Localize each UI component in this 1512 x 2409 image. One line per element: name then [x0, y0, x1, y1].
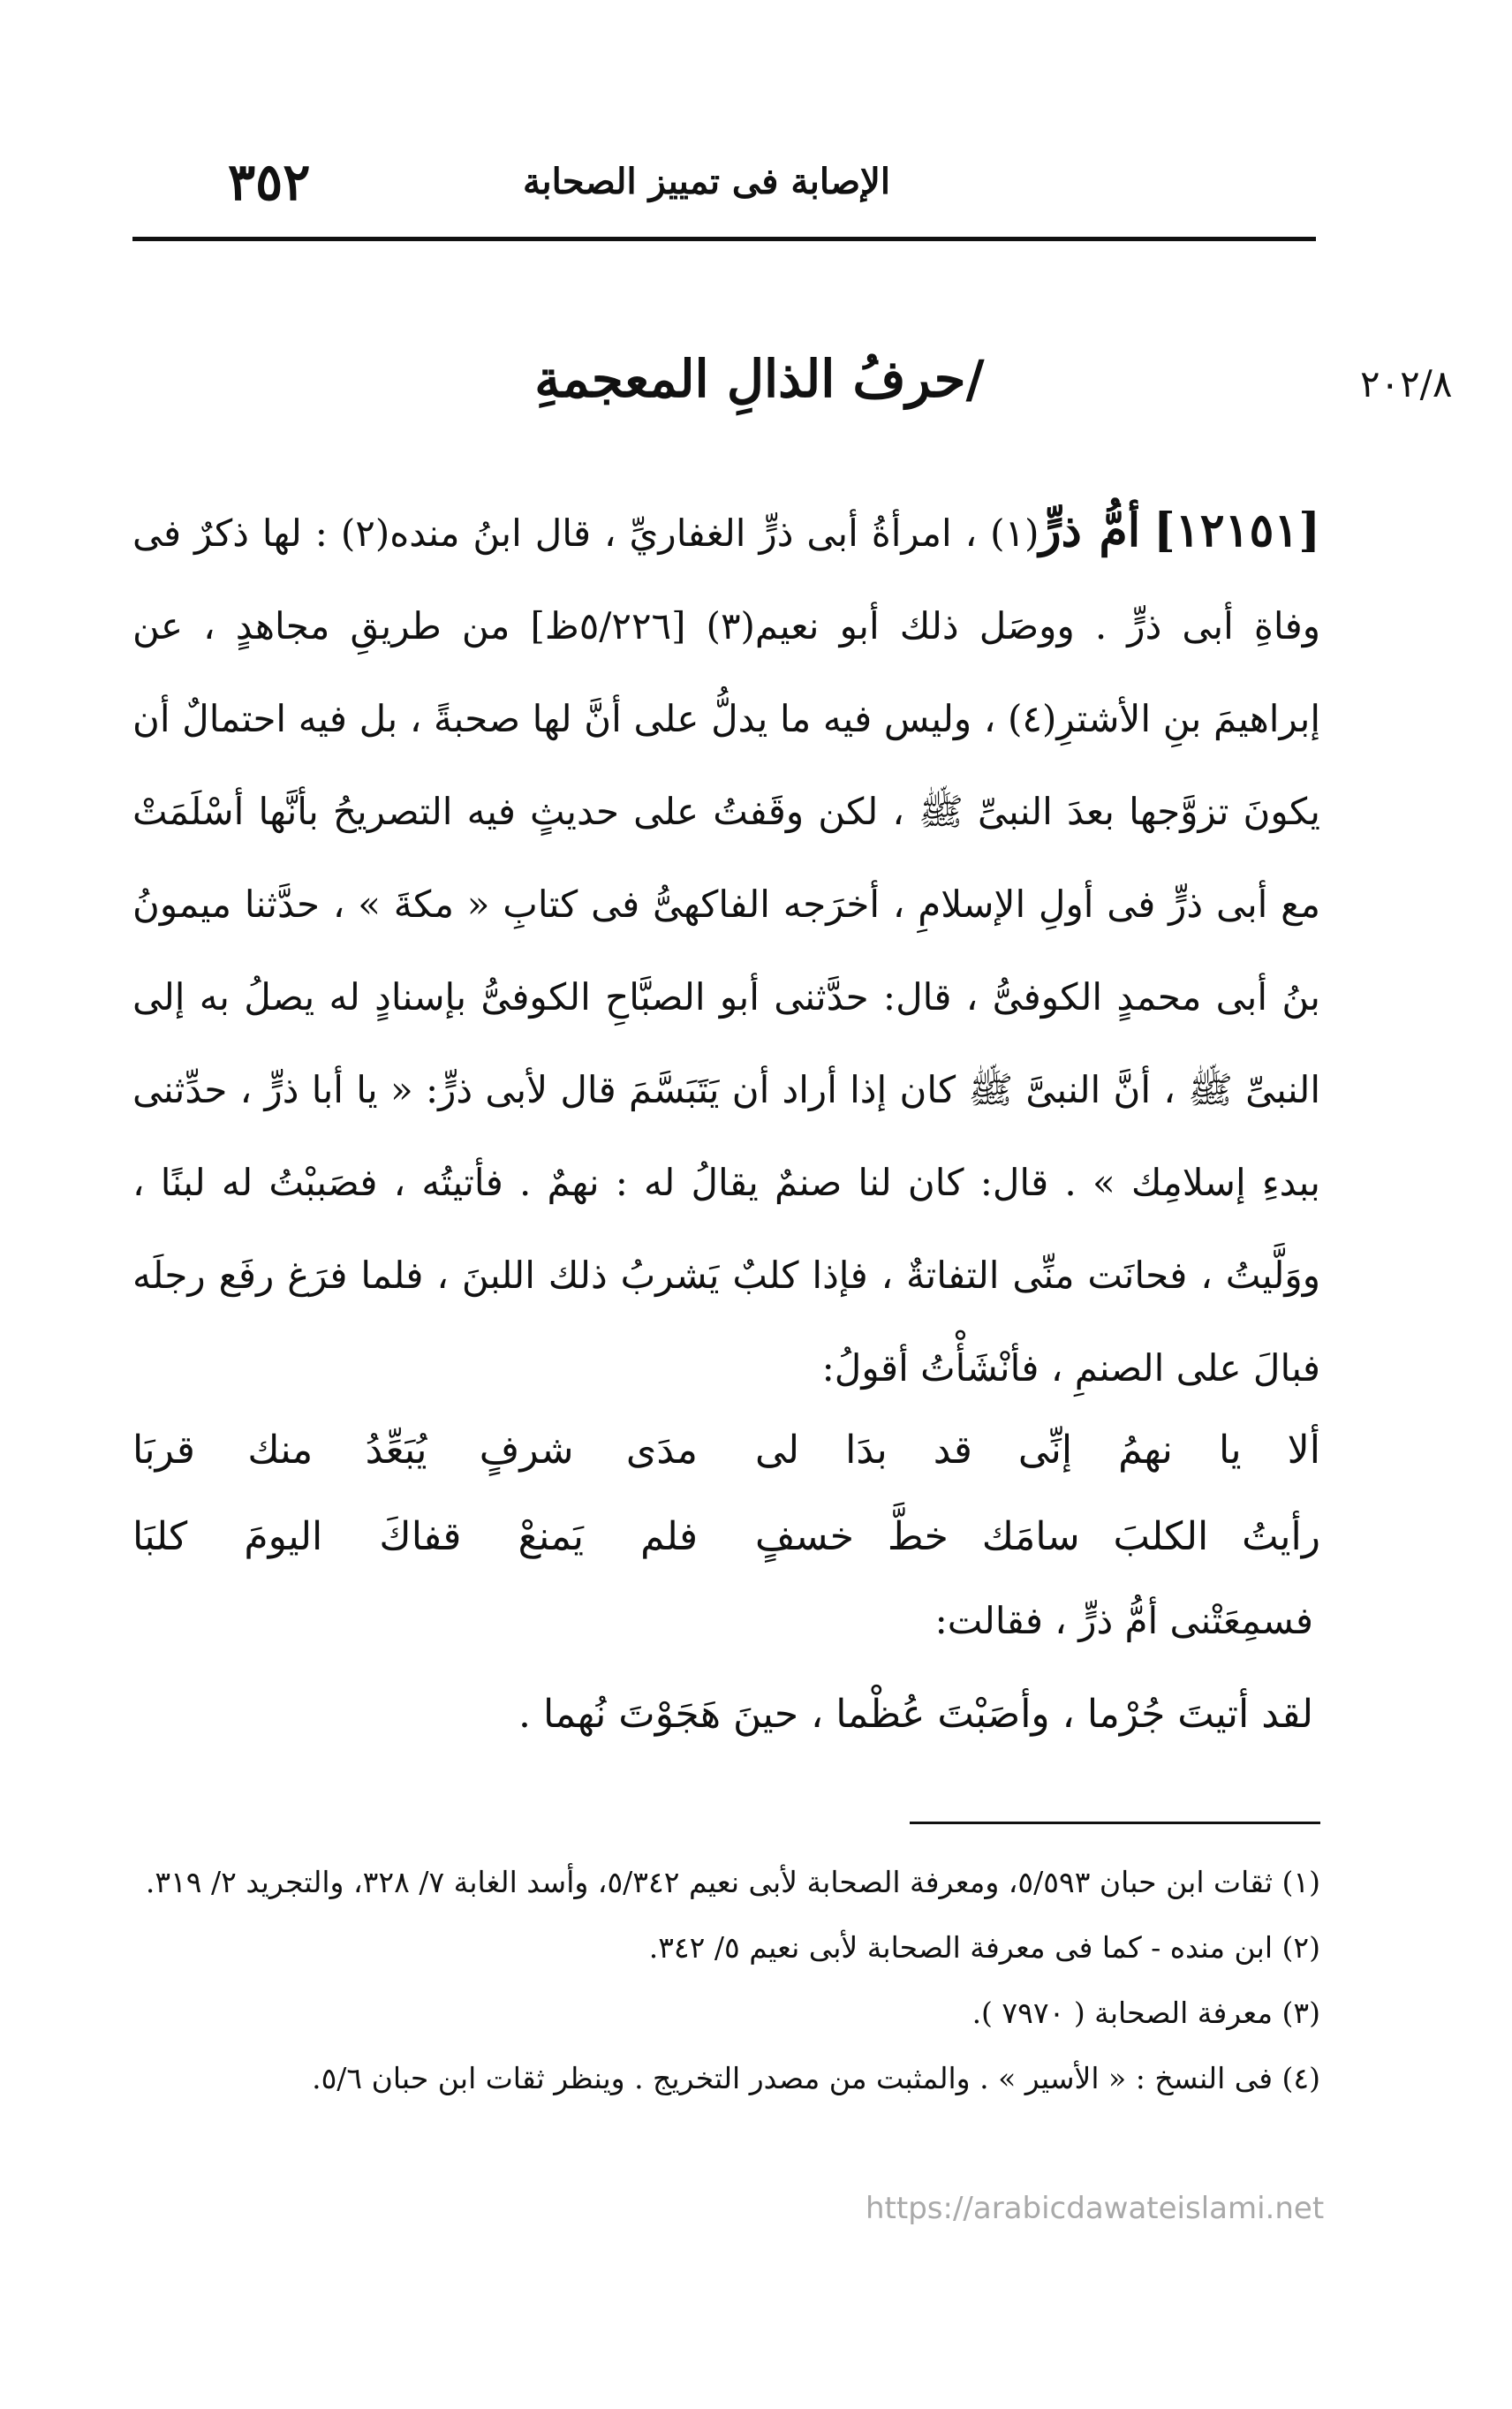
watermark-url: https://arabicdawateislami.net [866, 2191, 1325, 2226]
footnote-3: (٣) معرفة الصحابة ( ٧٩٧٠ ). [971, 1996, 1320, 2030]
entry-body: (١) ، امرأةُ أبى ذرٍّ الغفاريِّ ، قال ابنُ منده(٢) : لها ذكرٌ فى وفاةِ أبى ذرٍّ . ووصَل ذلك أبو نعيم(٣) [٥/٢٢٦ظ] من طريقِ مجاهدٍ ، عن إبراهيمَ بنِ الأشترِ(٤) ، وليس فيه ما يدلُّ على أنَّ لها صحبةً ، بل فيه احتمالٌ أن يكونَ تزوَّجها بعدَ النبىِّ ﷺ ، لكن وقَفتُ على حديثٍ فيه التصريحُ بأنَّها أسْلَمَتْ مع أبى ذرٍّ فى أولِ الإسلامِ ، أخرَجه الفاكهىُّ فى كتابِ « مكةَ » ، حدَّثنا ميمونُ بنُ أبى محمدٍ الكوفىُّ ، قال: حدَّثنى أبو الصبَّاحِ الكوفىُّ بإسنادٍ له يصلُ به إلى النبىِّ ﷺ ، أنَّ النبىَّ ﷺ كان إذا أراد أن يَتَبَسَّمَ قال لأبى ذرٍّ: « يا أبا ذرٍّ ، حدِّثنى ببدءِ إسلامِك » . قال: كان لنا صنمٌ يقالُ له : نهمٌ . فأتيتُه ، فصَببْتُ له لبنًا ، ووَلَّيتُ ، فحانَت منِّى التفاتةٌ ، فإذا كلبٌ يَشربُ ذلك اللبنَ ، فلما فرَغ رفَع رجلَه فبالَ على الصنمِ ، فأنْشَأْتُ أقولُ: [132, 511, 1320, 1390]
poem-verse-2-first-hemistich: رأيتُ الكلبَ سامَك خطَّ خسفٍ [755, 1514, 1320, 1559]
page-number: ٣٥٢ [228, 152, 311, 212]
poem-verse-2-second-hemistich: فلم يَمنعْ قفاكَ اليومَ كلبَا [132, 1514, 698, 1559]
section-heading: /حرفُ الذالِ المعجمةِ [534, 349, 985, 409]
running-title: الإصابة فى تمييز الصحابة [523, 161, 890, 202]
entry-paragraph [132, 484, 1320, 1414]
poem-verse-1-second-hemistich: مدَى شرفٍ يُبَعِّدُ منك قربَا [132, 1428, 698, 1473]
entry-number: [١٢١٥١] [1153, 504, 1320, 557]
poem-verse-1 [132, 1424, 1320, 1477]
poem-verse-2 [132, 1511, 1320, 1564]
footnote-4: (٤) فى النسخ : « الأسير » . والمثبت من مصدر التخريج . وينظر ثقات ابن حبان ٥/٦. [312, 2061, 1320, 2095]
footnote-2: (٢) ابن منده - كما فى معرفة الصحابة لأبى نعيم ٥/ ٣٤٢. [648, 1930, 1320, 1965]
footnote-1: (١) ثقات ابن حبان ٥/٥٩٣، ومعرفة الصحابة لأبى نعيم ٥/٣٤٢، وأسد الغابة ٧/ ٣٢٨، والتجريد ٢/ ٣١٩. [145, 1865, 1320, 1899]
footnotes [132, 1853, 1320, 2115]
poem-verse-1-first-hemistich: ألا يا نهمُ إنِّى قد بدَا لى [755, 1428, 1320, 1473]
header-rule [132, 237, 1316, 241]
closing-line: لقد أتيتَ جُرْما ، وأصَبْتَ عُظْما ، حينَ هَجَوْتَ نُهما . [518, 1692, 1313, 1737]
footnote-rule [910, 1822, 1320, 1824]
margin-reference: ٢٠٢/٨ [1360, 362, 1453, 405]
after-poem-text: فسمِعَتْنى أمُّ ذرٍّ ، فقالت: [934, 1599, 1313, 1642]
entry-name: أمُّ ذرٍّ [1039, 504, 1141, 557]
